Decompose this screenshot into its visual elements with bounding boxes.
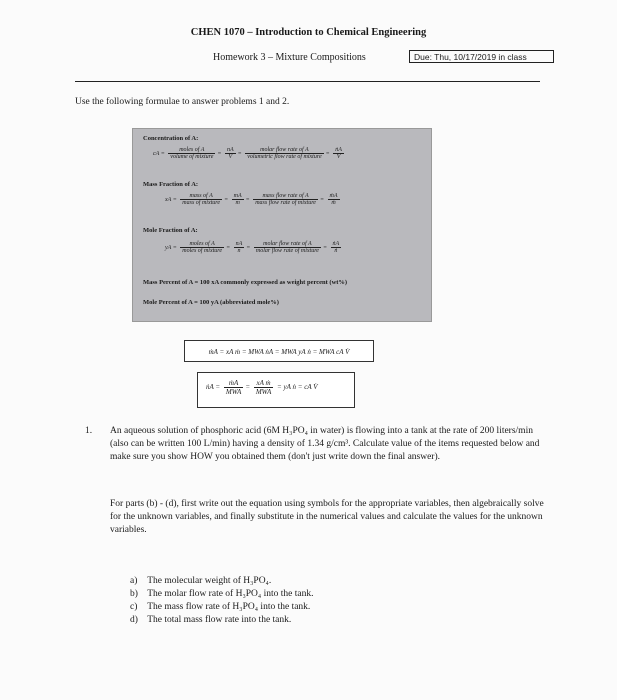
list-item [130,614,313,627]
item-label: b) [130,589,138,599]
mole-frac-2 [234,241,245,254]
problem-instructions: For parts (b) - (d), first write out the equation using symbols for the appropriate variables, then algebraically solve for the unknown variables, and finally substitute in the numerical values and calculate the values for the unknown variables. [110,499,544,535]
relation2-den-1: MWA [225,388,242,396]
mass-percent-line: Mass Percent of A = 100 xA commonly expressed as weight percent (wt%) [143,279,348,286]
mass-frac-2 [232,193,244,206]
molar-flow-equation: ṅA = $\frac{\text{ṁA}}{\text{MWA}}$ = $\frac{\text{xA ṁ}}{\text{MWA}}$ = yA ṅ = cA V̇ [206,379,318,396]
flow-relation-box: ṁA = xA ṁ = MWA ṅA = MWA yA ṅ = MWA cA V̇ [184,340,374,362]
header-divider [75,81,540,82]
relation2-num-2: xA ṁ [254,379,273,388]
list-item [130,601,313,614]
conc-frac-3 [245,147,323,160]
conc-frac-1 [168,147,215,160]
list-item [130,588,313,601]
conc-num-1: moles of A [168,147,215,154]
mass-fraction-equation: xA = $\frac{\text{mass of A}}{\text{mass of mixture}}$ = $\frac{mA}{m}$ = $\frac{\text{mass flow rate of A}}{\text{mass flow rate of mixture}}$ = $\frac{\text{ṁA}}{\text{ṁ}}$ [165,193,338,206]
mole-fraction-heading: Mole Fraction of A: [143,227,198,234]
homework-subtitle: Homework 3 – Mixture Compositions [213,52,366,63]
item-text: The molar flow rate of H₃PO₄ into the tank. [147,589,314,599]
mole-percent-line: Mole Percent of A = 100 yA (abbreviated mole%) [143,299,279,306]
concentration-lhs: cA = [153,150,165,157]
mass-num-2: mA [233,193,242,199]
conc-num-3: molar flow rate of A [245,147,323,154]
molar-flow-relation-box [197,372,355,408]
mass-num-4: ṁA [329,193,338,199]
mole-den-1: moles of mixture [182,248,223,254]
concentration-equation: cA = $\frac{\text{moles of A}}{\text{volume of mixture}}$ = $\frac{nA}{V}$ = $\frac{\text{molar flow rate of A}}{\text{volumetric flow rate of mixture}}$ = $\frac{\text{ṅA}}{V̇}$ [153,147,342,160]
mass-frac-3 [253,193,318,206]
mole-den-4: ṅ [334,248,338,254]
mass-frac-4 [328,193,340,206]
mole-frac-1 [180,241,224,254]
mass-fraction-heading: Mass Fraction of A: [143,181,199,188]
item-text: The total mass flow rate into the tank. [147,615,292,625]
mass-num-3: mass flow rate of A [253,193,318,200]
relation2-num-1: ṁA [224,379,243,388]
mass-num-1: mass of A [180,193,222,200]
concentration-heading: Concentration of A: [143,135,199,142]
item-label: c) [130,602,138,612]
due-date-box: Due: Thu, 10/17/2019 in class [409,50,554,63]
course-title: CHEN 1070 – Introduction to Chemical Engineering [190,27,427,38]
relation2-lhs: ṅA = [206,383,221,392]
intro-text: Use the following formulae to answer problems 1 and 2. [75,97,290,107]
mass-den-4: ṁ [331,200,336,206]
item-label: a) [130,576,138,586]
relation2-frac-2 [254,379,273,396]
conc-den-1: volume of mixture [170,154,214,160]
mass-den-1: mass of mixture [182,200,221,206]
list-item [130,575,313,588]
mass-frac-1 [180,193,222,206]
item-text: The mass flow rate of H₃PO₄ into the tank. [147,602,311,612]
conc-num-4: ṅA [335,147,342,153]
conc-frac-2 [225,147,236,160]
conc-den-3: volumetric flow rate of mixture [247,154,322,160]
conc-den-2: V [228,154,233,160]
mole-num-3: molar flow rate of A [254,241,321,248]
item-text: The molecular weight of H₃PO₄. [147,576,272,586]
relation2-rhs: = yA ṅ = cA V̇ [277,383,318,392]
relation2-den-2: MWA [255,388,272,396]
relation2-frac-1 [224,379,243,396]
mole-num-4: ṅA [332,241,340,247]
problem-items-list [130,575,313,627]
mole-frac-3 [254,241,321,254]
mole-lhs: yA = [165,244,177,251]
mass-den-2: m [235,200,240,206]
mole-frac-4 [331,241,342,254]
mole-fraction-equation: yA = $\frac{\text{moles of A}}{\text{moles of mixture}}$ = $\frac{nA}{n}$ = $\frac{\text{molar flow rate of A}}{\text{molar flow rate of mixture}}$ = $\frac{\text{ṅA}}{\text{ṅ}}$ [165,241,340,254]
problem-number: 1. [85,426,93,436]
conc-den-4: V̇ [336,154,341,160]
mole-den-3: molar flow rate of mixture [255,248,319,254]
conc-num-2: nA [226,147,234,153]
mole-den-2: n [237,248,241,254]
conc-frac-4 [333,147,344,160]
problem-statement: An aqueous solution of phosphoric acid (6M H₃PO₄ in water) is flowing into a tank at the rate of 200 liters/min (also can be written 100 L/min) having a density of 1.34 g/cm³. Calculate value of the items requested below and make sure you show HOW you obtained them (don't just write down the final answer). [110,426,540,462]
formula-box [132,128,432,322]
mass-lhs: xA = [165,196,177,203]
mole-num-1: moles of A [180,241,224,248]
mass-den-3: mass flow rate of mixture [255,200,316,206]
mole-num-2: nA [235,241,243,247]
item-label: d) [130,615,138,625]
